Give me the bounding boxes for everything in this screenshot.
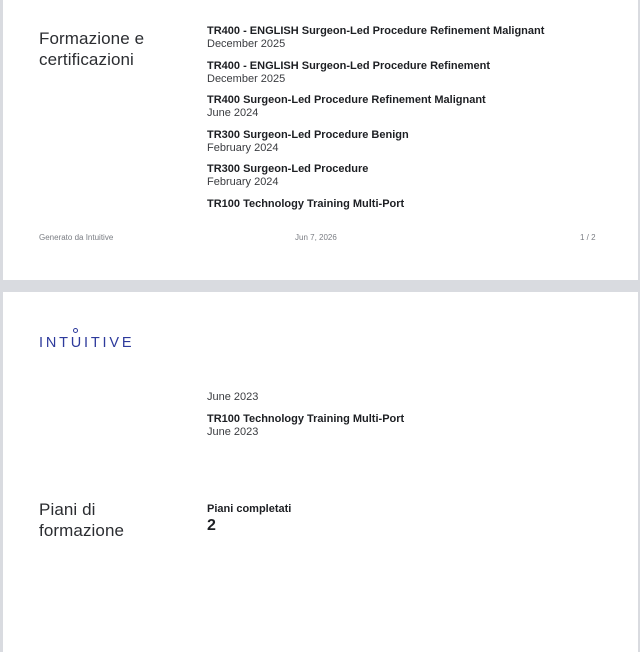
certification-date: February 2024 bbox=[207, 141, 279, 154]
document-page-2 bbox=[3, 292, 638, 652]
certification-title: TR400 - ENGLISH Surgeon-Led Procedure Refinement Malignant bbox=[207, 25, 545, 37]
section-title-line: formazione bbox=[39, 521, 125, 540]
certification-date: June 2023 bbox=[207, 391, 259, 403]
certification-entry bbox=[207, 129, 627, 164]
certification-date: February 2024 bbox=[207, 176, 279, 188]
certification-entry bbox=[207, 25, 627, 60]
certification-entry bbox=[207, 391, 627, 413]
section-title-line: Formazione e bbox=[39, 29, 145, 48]
section-title-training-plans bbox=[39, 499, 124, 541]
completed-plans-label: Piani completati bbox=[207, 503, 292, 515]
certification-date: June 2023 bbox=[207, 426, 259, 438]
intuitive-logo: INTUITIVE bbox=[39, 335, 135, 351]
certification-list-continued bbox=[207, 391, 627, 439]
footer-generated-by: Generato da Intuitive bbox=[39, 233, 114, 242]
footer-page-number: 1 / 2 bbox=[580, 233, 596, 242]
document-page-1 bbox=[3, 0, 638, 280]
section-title-line: Piani di bbox=[39, 500, 96, 519]
certification-entry bbox=[207, 60, 627, 95]
certification-entry bbox=[207, 94, 627, 129]
certification-title: TR400 - ENGLISH Surgeon-Led Procedure Refinement bbox=[207, 59, 490, 72]
certification-entry bbox=[207, 413, 627, 439]
footer-date: Jun 7, 2026 bbox=[295, 233, 337, 242]
section-title-training-certifications bbox=[39, 28, 144, 70]
completed-plans-count: 2 bbox=[207, 517, 216, 534]
certification-title: TR300 Surgeon-Led Procedure bbox=[207, 163, 369, 175]
certification-date: December 2025 bbox=[207, 38, 286, 50]
section-title-line: certificazioni bbox=[39, 50, 134, 69]
certification-date: December 2025 bbox=[207, 72, 286, 85]
certification-title: TR100 Technology Training Multi-Port bbox=[207, 197, 405, 210]
certification-date: June 2024 bbox=[207, 107, 259, 119]
logo-dot-icon bbox=[73, 328, 78, 333]
certification-title: TR400 Surgeon-Led Procedure Refinement Malignant bbox=[207, 94, 486, 106]
certification-entry bbox=[207, 198, 627, 211]
certification-list bbox=[207, 25, 627, 211]
certification-title: TR100 Technology Training Multi-Port bbox=[207, 413, 405, 425]
certification-title: TR300 Surgeon-Led Procedure Benign bbox=[207, 128, 409, 141]
certification-entry bbox=[207, 163, 627, 198]
